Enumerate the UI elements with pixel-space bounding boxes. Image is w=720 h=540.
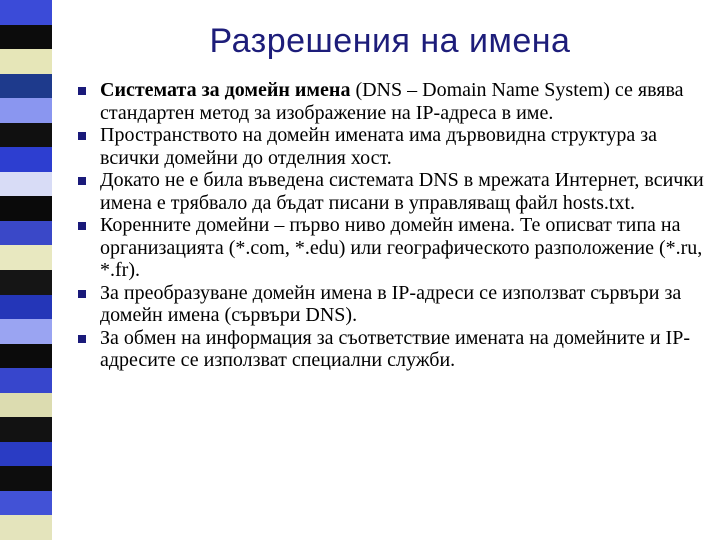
- item-text: Докато не е била въведена системата DNS в мрежата Интернет, всички имена е трябвало да бъдат писани в управляващ файл hosts.txt.: [100, 169, 704, 214]
- stripe-segment: [0, 515, 52, 540]
- stripe-segment: [0, 368, 52, 393]
- stripe-segment: [0, 245, 52, 270]
- stripe-segment: [0, 172, 52, 197]
- stripe-segment: [0, 491, 52, 516]
- stripe-segment: [0, 123, 52, 148]
- stripe-segment: [0, 0, 52, 25]
- item-text: За обмен на информация за съответствие имената на домейните и IP-адресите се използват специални служби.: [100, 326, 690, 371]
- item-text: Коренните домейни – първо ниво домейн имена. Те описват типа на организацията (*.com, *.edu) или географическото разположение (*.ru, *.fr).: [100, 214, 703, 281]
- stripe-segment: [0, 393, 52, 418]
- bullet-list: [78, 79, 718, 372]
- stripe-segment: [0, 344, 52, 369]
- stripe-segment: [0, 98, 52, 123]
- square-bullet-icon: [78, 335, 86, 343]
- square-bullet-icon: [78, 132, 86, 140]
- stripe-segment: [0, 319, 52, 344]
- list-item: [78, 79, 718, 124]
- stripe-segment: [0, 295, 52, 320]
- decorative-side-stripe: [0, 0, 52, 540]
- square-bullet-icon: [78, 87, 86, 95]
- item-text: За преобразуване домейн имена в IP-адреси се използват сървъри за домейн имена (сървъри DNS).: [100, 281, 682, 326]
- slide-title: Разрешения на имена: [209, 22, 571, 60]
- stripe-segment: [0, 196, 52, 221]
- list-item: [78, 124, 718, 169]
- stripe-segment: [0, 466, 52, 491]
- list-item: [78, 282, 718, 327]
- square-bullet-icon: [78, 222, 86, 230]
- item-text: Пространството на домейн имената има дървовидна структура за всички домейни до отделния хост.: [100, 124, 658, 169]
- stripe-segment: [0, 442, 52, 467]
- stripe-segment: [0, 74, 52, 99]
- stripe-segment: [0, 417, 52, 442]
- stripe-segment: [0, 270, 52, 295]
- item-bold-text: Системата за домейн имена: [100, 79, 351, 101]
- list-item: [78, 169, 718, 214]
- square-bullet-icon: [78, 177, 86, 185]
- stripe-segment: [0, 221, 52, 246]
- stripe-segment: [0, 147, 52, 172]
- list-item: [78, 327, 718, 372]
- square-bullet-icon: [78, 290, 86, 298]
- list-item: [78, 214, 718, 282]
- stripe-segment: [0, 25, 52, 50]
- item-text: (DNS – Domain Name System) се явява стандартен метод за изображение на IP-адреса в име.: [100, 79, 684, 124]
- stripe-segment: [0, 49, 52, 74]
